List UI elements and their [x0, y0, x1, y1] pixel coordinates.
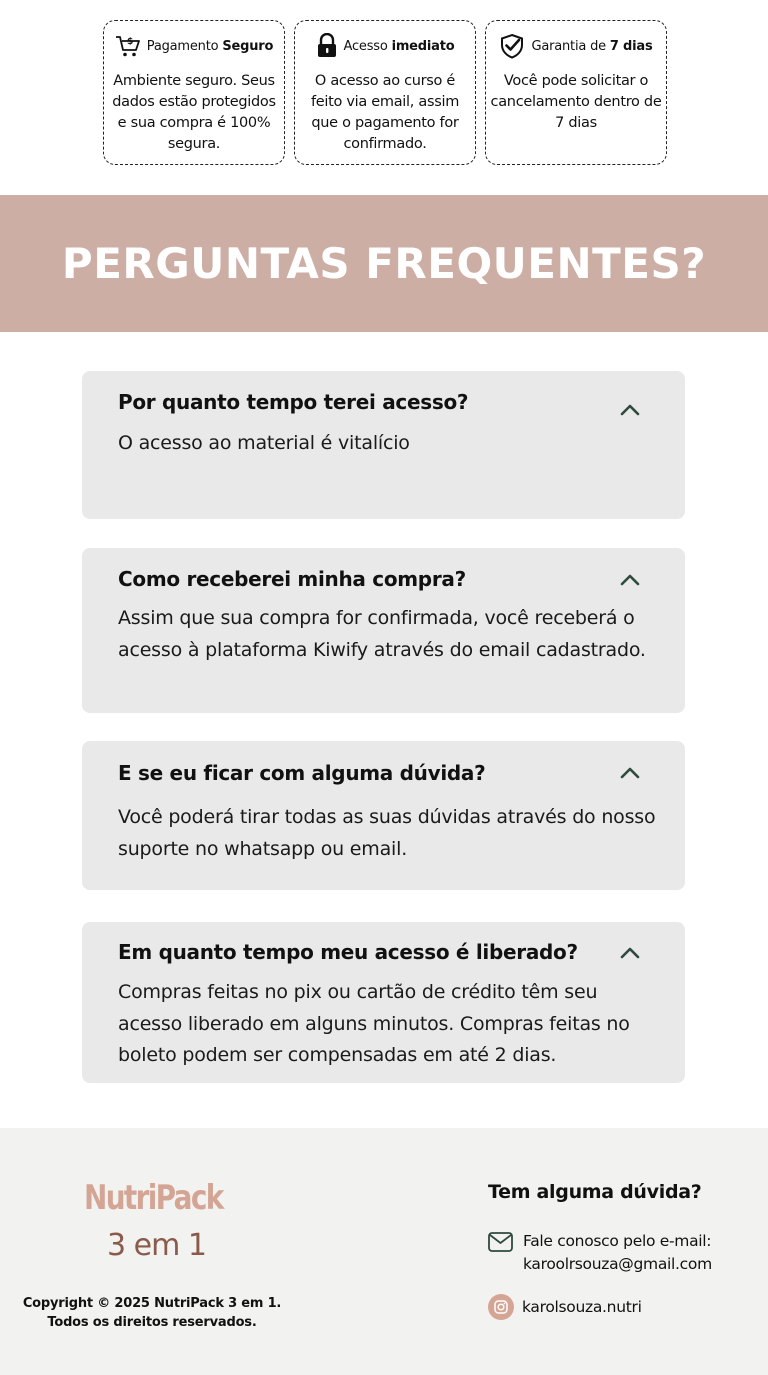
cart-icon	[115, 33, 141, 59]
badge-text: Ambiente seguro. Seus dados estão protegidos e sua compra é 100% segura.	[112, 73, 276, 152]
badge-immediate-access	[294, 20, 476, 165]
badge-secure-payment	[103, 20, 285, 165]
badge-title-bold: 7 dias	[609, 38, 653, 54]
chevron-up-icon[interactable]	[619, 946, 641, 960]
footer	[0, 1128, 768, 1375]
copyright	[20, 1294, 284, 1332]
badge-header	[104, 21, 284, 71]
faq-answer: Assim que sua compra for confirmada, você receberá o acesso à plataforma Kiwify através do email cadastrado.	[118, 607, 646, 661]
trust-badges	[103, 20, 666, 165]
badge-title: Garantia de	[531, 38, 610, 54]
badge-title: Pagamento	[146, 38, 223, 54]
shield-check-icon	[499, 33, 525, 59]
contact-instagram[interactable]	[488, 1294, 642, 1320]
faq-item[interactable]	[82, 548, 685, 713]
copyright-line: Copyright © 2025 NutriPack 3 em 1.	[22, 1296, 282, 1311]
logo-subtitle: 3 em 1	[107, 1228, 206, 1263]
svg-text:$: $	[126, 37, 133, 47]
chevron-up-icon[interactable]	[619, 403, 641, 417]
badge-guarantee	[485, 20, 667, 165]
email-label: Fale conosco pelo e-mail:	[523, 1232, 712, 1250]
faq-question[interactable]: Como receberei minha compra?	[118, 567, 466, 591]
chevron-up-icon[interactable]	[619, 766, 641, 780]
faq-item[interactable]	[82, 922, 685, 1083]
faq-question[interactable]: E se eu ficar com alguma dúvida?	[118, 761, 486, 785]
email-address-link[interactable]: karoolrsouza@gmail.com	[523, 1255, 712, 1273]
badge-title-bold: Seguro	[222, 38, 274, 54]
chevron-up-icon[interactable]	[619, 573, 641, 587]
copyright-line: Todos os direitos reservados.	[47, 1315, 257, 1330]
help-title: Tem alguma dúvida?	[488, 1181, 702, 1203]
faq-banner	[0, 195, 768, 332]
faq-question[interactable]: Em quanto tempo meu acesso é liberado?	[118, 940, 578, 964]
logo-title: NutriPack	[84, 1178, 223, 1218]
faq-item[interactable]	[82, 741, 685, 890]
faq-answer: O acesso ao material é vitalício	[118, 432, 410, 454]
badge-text: O acesso ao curso é feito via email, assim que o pagamento for confirmado.	[310, 73, 460, 152]
badge-text: Você pode solicitar o cancelamento dentro de 7 dias	[490, 73, 662, 131]
badge-header	[295, 21, 475, 71]
contact-email[interactable]	[488, 1230, 712, 1276]
faq-answer: Você poderá tirar todas as suas dúvidas através do nosso suporte no whatsapp ou email.	[118, 806, 656, 860]
badge-header	[486, 21, 666, 71]
instagram-icon[interactable]	[488, 1294, 514, 1320]
faq-heading: PERGUNTAS FREQUENTES?	[61, 239, 707, 288]
badge-title: Acesso	[343, 38, 392, 54]
instagram-handle-link[interactable]: karolsouza.nutri	[522, 1298, 642, 1316]
lock-icon	[316, 33, 338, 59]
faq-item[interactable]	[82, 371, 685, 519]
badge-title-bold: imediato	[391, 38, 455, 54]
faq-answer: Compras feitas no pix ou cartão de crédito têm seu acesso liberado em alguns minutos. Compras feitas no boleto podem ser compensadas em até 2 dias.	[118, 981, 630, 1066]
mail-icon	[488, 1232, 513, 1252]
faq-question[interactable]: Por quanto tempo terei acesso?	[118, 390, 469, 414]
